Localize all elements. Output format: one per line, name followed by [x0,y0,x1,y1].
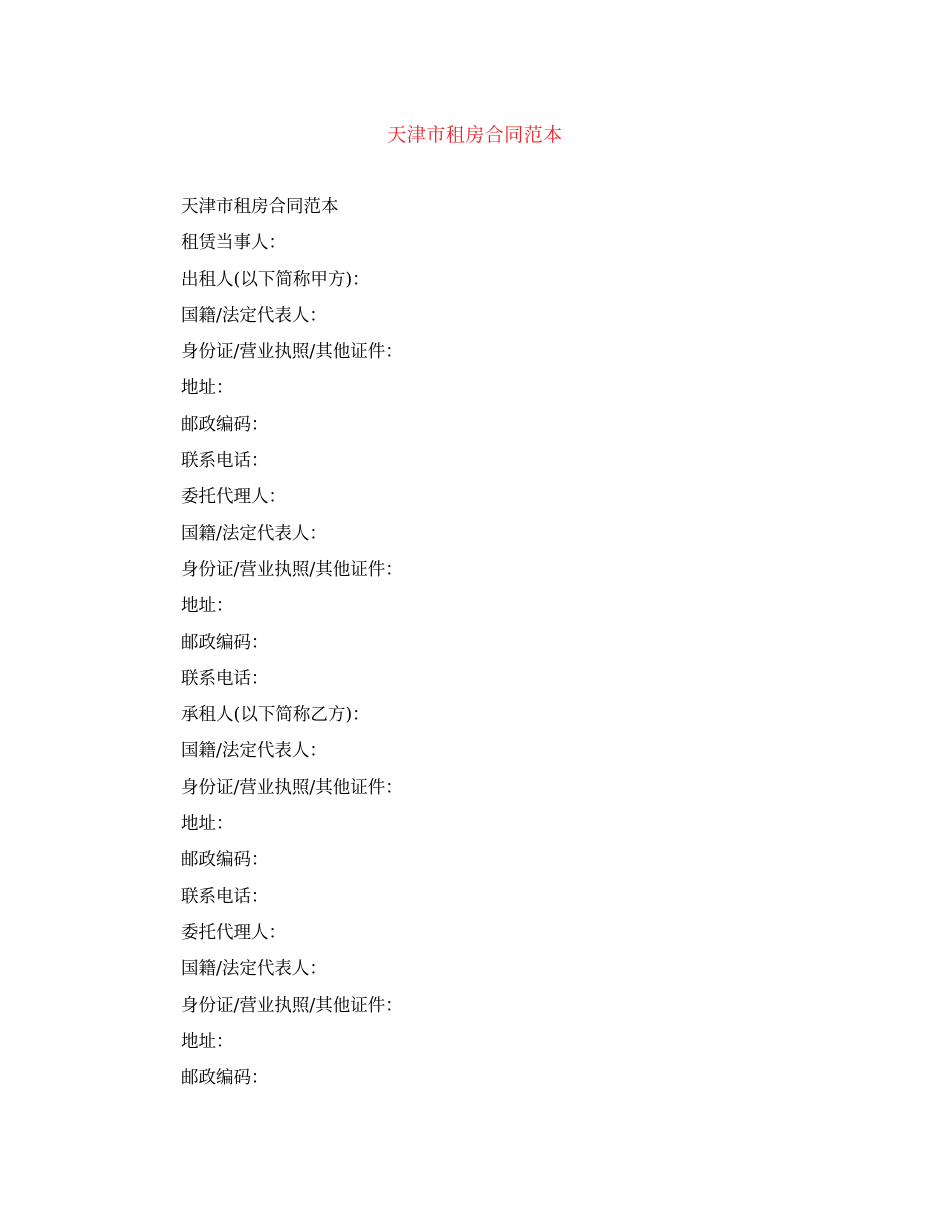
body-line: 国籍/法定代表人： [181,523,327,544]
body-line: 地址： [181,814,234,835]
body-line: 联系电话： [181,451,269,472]
body-line: 邮政编码： [181,632,269,653]
body-line: 地址： [181,596,234,617]
body-line: 身份证/营业执照/其他证件： [181,342,403,363]
document-title: 天津市租房合同范本 [387,124,563,146]
body-line: 国籍/法定代表人： [181,741,327,762]
body-line: 国籍/法定代表人： [181,305,327,326]
document-body [181,194,781,1101]
body-line: 邮政编码： [181,414,269,435]
body-line: 天津市租房合同范本 [181,197,339,217]
body-line: 身份证/营业执照/其他证件： [181,995,403,1016]
body-line: 地址： [181,1031,234,1052]
body-line: 委托代理人： [181,487,286,508]
body-line: 身份证/营业执照/其他证件： [181,777,403,798]
body-line: 联系电话： [181,886,269,907]
body-line: 地址： [181,378,234,399]
body-line: 邮政编码： [181,1068,269,1089]
body-line: 出租人(以下简称甲方)： [181,269,370,290]
body-line: 承租人(以下简称乙方)： [181,705,370,726]
body-line: 国籍/法定代表人： [181,959,327,980]
body-line: 租赁当事人： [181,233,286,254]
body-line: 身份证/营业执照/其他证件： [181,559,403,580]
body-line: 联系电话： [181,668,269,689]
body-line: 委托代理人： [181,922,286,943]
body-line: 邮政编码： [181,850,269,871]
